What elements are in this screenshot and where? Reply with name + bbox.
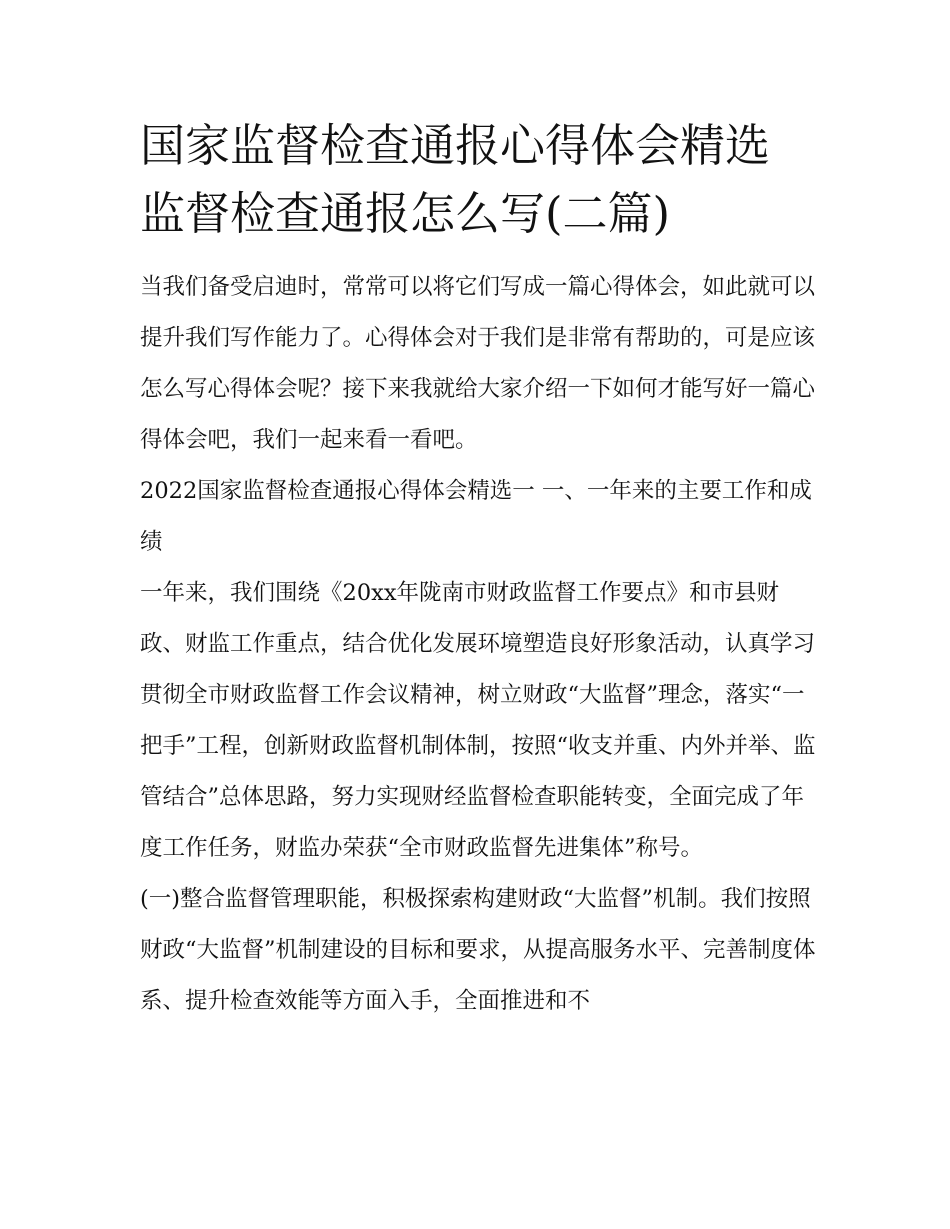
paragraph-annual-summary: 一年来，我们围绕《20xx年陇南市财政监督工作要点》和市县财政、财监工作重点，结合优化发展环境塑造良好形象活动，认真学习贯彻全市财政监督工作会议精神，树立财政“大监督”理念，落实“一把手”工程，创新财政监督机制体制，按照“收支并重、内外并举、监管结合”总体思路，努力实现财经监督检查职能转变，全面完成了年度工作任务，财监办荣获“全市财政监督先进集体”称号。: [140, 580, 816, 861]
document-page: [140, 112, 820, 1027]
paragraph-heading-section-one: 2022国家监督检查通报心得体会精选一 一、一年来的主要工作和成绩: [140, 478, 812, 555]
paragraph-item-one: (一)整合监督管理职能，积极探索构建财政“大监督”机制。我们按照财政“大监督”机制建设的目标和要求，从提高服务水平、完善制度体系、提升检查效能等方面入手，全面推进和不: [140, 886, 816, 1014]
document-title: 国家监督检查通报心得体会精选 监督检查通报怎么写(二篇): [140, 119, 771, 240]
paragraph-intro: 当我们备受启迪时，常常可以将它们写成一篇心得体会，如此就可以提升我们写作能力了。心得体会对于我们是非常有帮助的，可是应该怎么写心得体会呢？接下来我就给大家介绍一下如何才能写好一篇心得体会吧，我们一起来看一看吧。: [140, 274, 816, 453]
